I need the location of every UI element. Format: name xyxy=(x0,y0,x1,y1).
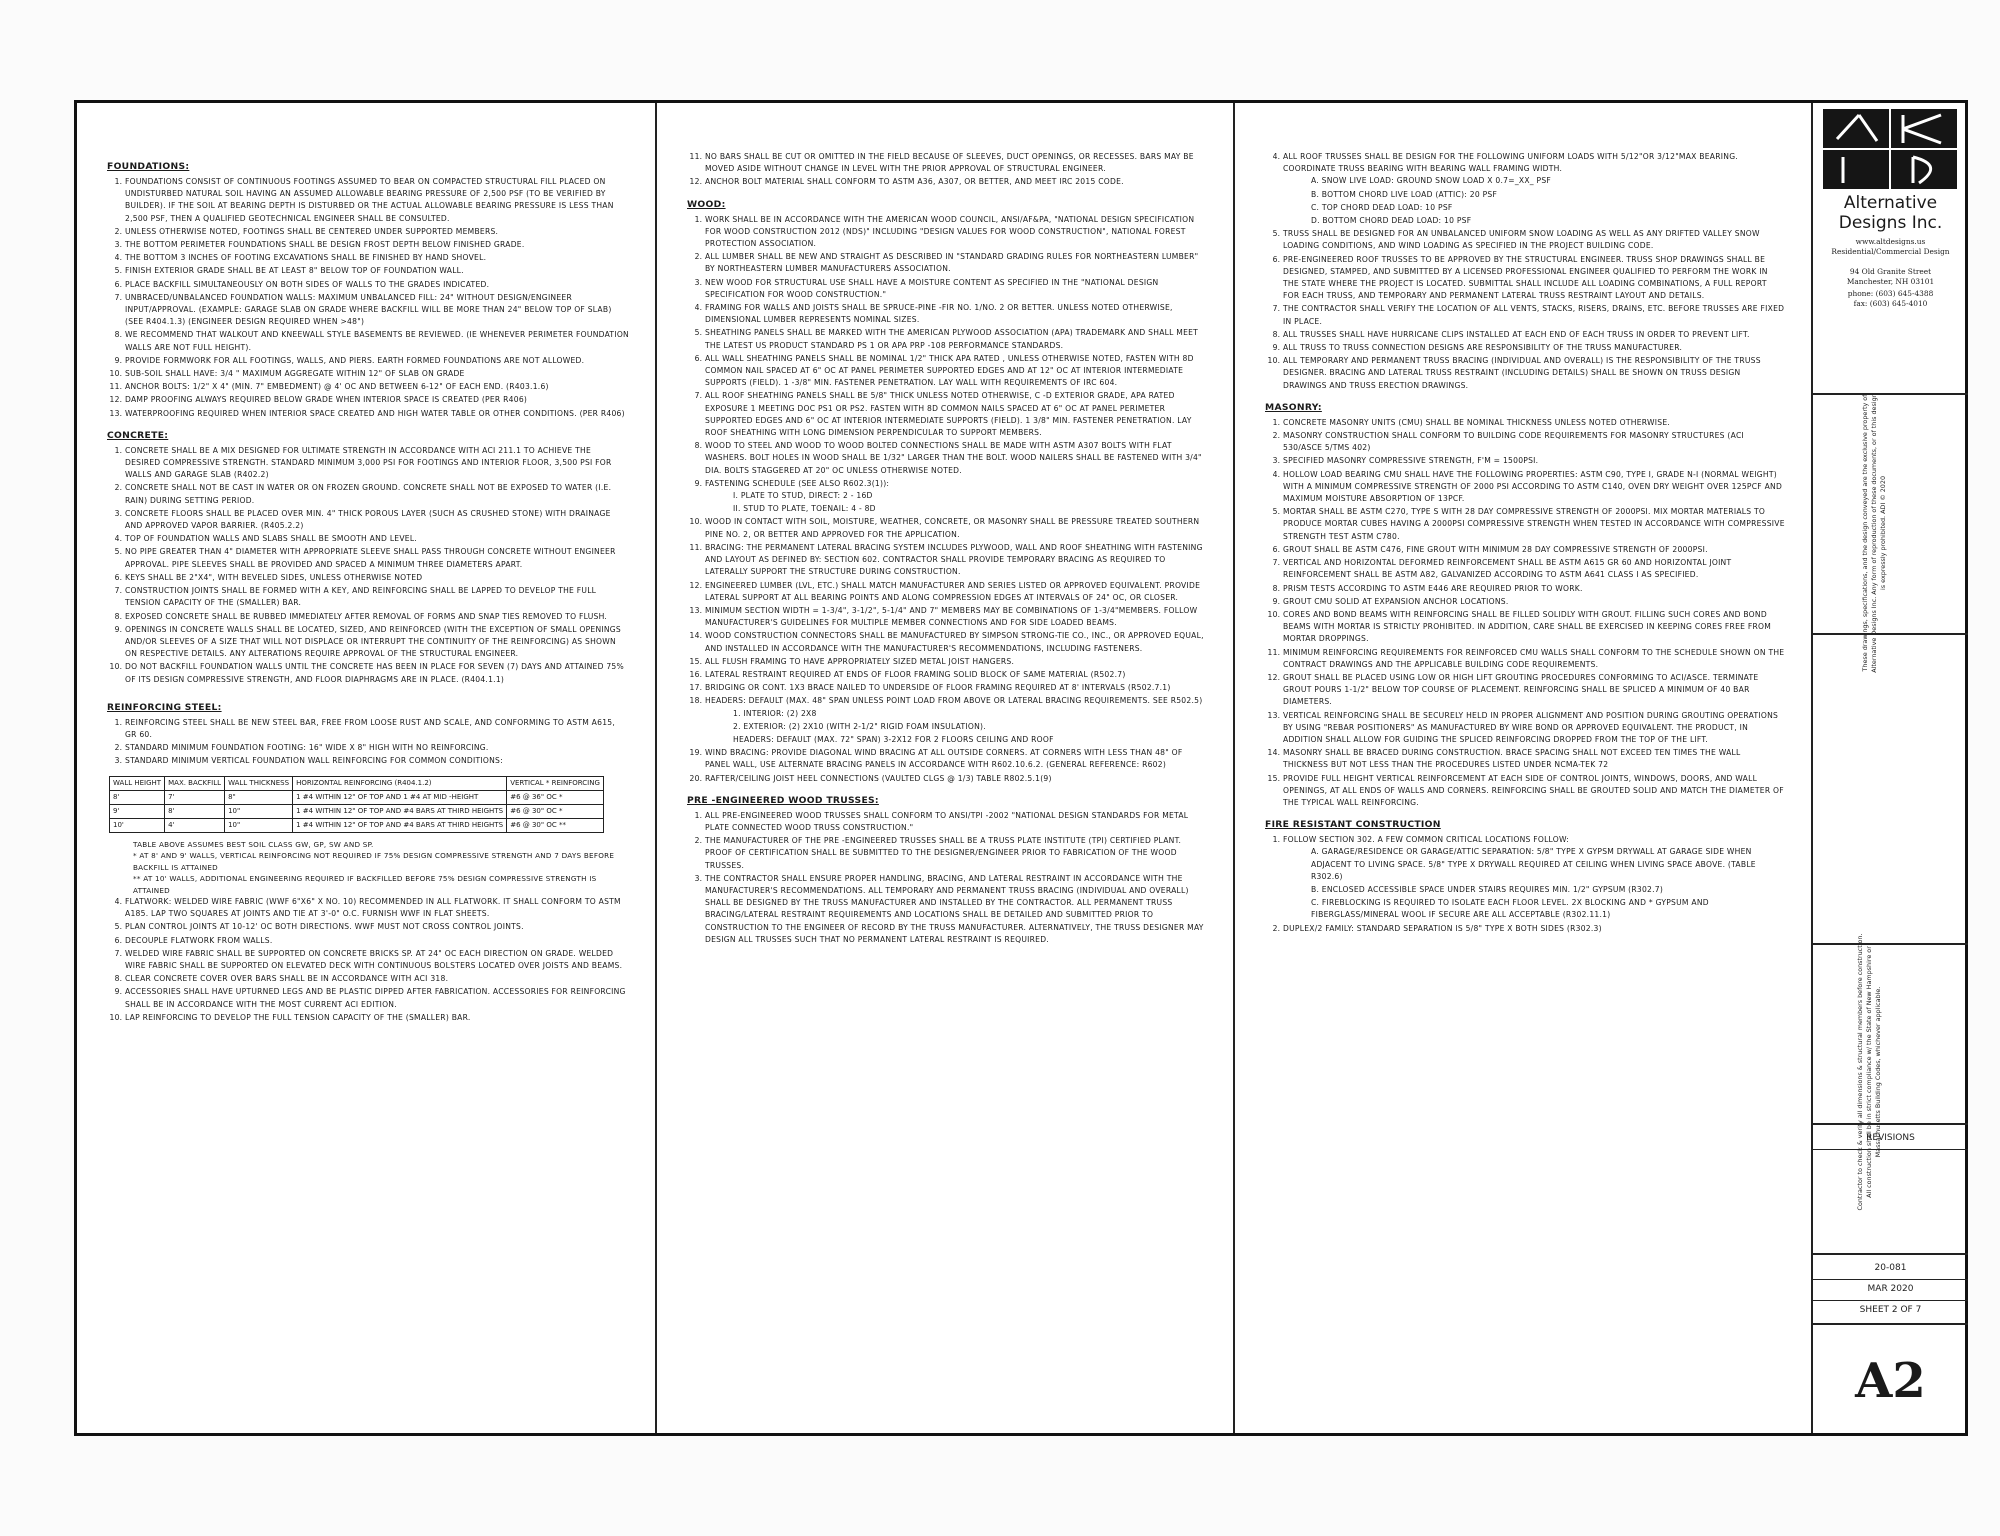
sub-item: HEADERS: DEFAULT (MAX. 72" SPAN) 3-2X12 FOR 2 FLOORS CEILING AND ROOF xyxy=(733,734,1054,744)
table-cell: 10" xyxy=(225,818,293,832)
note-item: 8. WE RECOMMEND THAT WALKOUT AND KNEEWALL STYLE BASEMENTS BE REVIEWED. (IE WHENEVER PERIMETER FOUNDATION WALLS ARE NOT FULL HEIGHT). xyxy=(125,329,629,353)
copyright-notice: These drawings, specifications, and the design conveyed are the exclusive property of Alternative Designs Inc. Any form of reproduction of these documents, or of this design is expressly prohibited. ADI © 2020 xyxy=(1861,393,1887,673)
sub-item: C. TOP CHORD DEAD LOAD: 10 PSF xyxy=(1311,202,1453,212)
drawing-date: MAR 2020 xyxy=(1867,1284,1914,1294)
note-item: 5. TRUSS SHALL BE DESIGNED FOR AN UNBALANCED UNIFORM SNOW LOADING AS WELL AS ANY DRIFTED VALLEY SNOW LOADING CONDITIONS, AND WIND LOADING AS SPECIFIED IN THE PROJECT BUILDING CODE. xyxy=(1283,228,1785,252)
table-header-cell: WALL HEIGHT xyxy=(110,776,165,790)
note-item: 3. THE CONTRACTOR SHALL ENSURE PROPER HANDLING, BRACING, AND LATERAL RESTRAINT IN ACCORDANCE WITH THE MANUFACTURER'S RECOMMENDATIONS. ALL TEMPORARY AND PERMANENT TRUSS BRACING (INDIVIDUAL AND OVERALL) SHALL BE DESIGNED BY THE TRUSS MANUFACTURER AND INSTALLED BY THE CONTRACTOR. ALL PERMANENT TRUSS BRACING/LATERAL RESTRAINT REQUIREMENTS AND LOCATIONS SHALL BE DETAILED AND SUBMITTED PRIOR TO CONSTRUCTION TO THE ENGINEER OF RECORD BY THE TRUSS MANUFACTURER. ALTERNATIVELY, THE TRUSS DESIGNER MAY DESIGN ALL TRUSSES SUCH THAT NO PERMANENT LATERAL RESTRAINT IS REQUIRED. xyxy=(705,873,1207,946)
note-item: 8. WOOD TO STEEL AND WOOD TO WOOD BOLTED CONNECTIONS SHALL BE MADE WITH ASTM A307 BOLTS WITH FLAT WASHERS. BOLT HOLES IN WOOD SHALL BE 1/32" LARGER THAN THE BOLT. WOOD NAILERS SHALL BE FASTENED WITH 3/4" DIA. BOLTS STAGGERED AT 20" OC UNLESS OTHERWISE NOTED. xyxy=(705,440,1207,477)
notes-column-3 xyxy=(1235,103,1813,1433)
note-item: 8. CLEAR CONCRETE COVER OVER BARS SHALL BE IN ACCORDANCE WITH ACI 318. xyxy=(125,973,629,985)
note-item: 10. LAP REINFORCING TO DEVELOP THE FULL TENSION CAPACITY OF THE (SMALLER) BAR. xyxy=(125,1012,629,1024)
note-item: 1. CONCRETE SHALL BE A MIX DESIGNED FOR ULTIMATE STRENGTH IN ACCORDANCE WITH ACI 211.1 TO ACHIEVE THE DESIRED COMPRESSIVE STRENGTH. STANDARD MINIMUM 3,000 PSI FOR FOOTINGS AND INTERIOR FLOOR, 3,500 PSI FOR WALLS AND GARAGE SLAB (R402.2) xyxy=(125,445,629,482)
note-item: 13. WATERPROOFING REQUIRED WHEN INTERIOR SPACE CREATED AND HIGH WATER TABLE OR OTHER CONDITIONS. (PER R406) xyxy=(125,408,629,420)
note-item: 16. LATERAL RESTRAINT REQUIRED AT ENDS OF FLOOR FRAMING SOLID BLOCK OF SAME MATERIAL (R502.7) xyxy=(705,669,1207,681)
table-note: * AT 8' AND 9' WALLS, VERTICAL REINFORCING NOT REQUIRED IF 75% DESIGN COMPRESSIVE STRENGTH AND 7 DAYS BEFORE BACKFILL IS ATTAINED xyxy=(133,851,615,872)
note-item: 12. DAMP PROOFING ALWAYS REQUIRED BELOW GRADE WHEN INTERIOR SPACE IS CREATED (PER R406) xyxy=(125,394,629,406)
table-cell: 8" xyxy=(225,790,293,804)
note-item: 3. NEW WOOD FOR STRUCTURAL USE SHALL HAVE A MOISTURE CONTENT AS SPECIFIED IN THE "NATIONAL DESIGN SPECIFICATION FOR WOOD CONSTRUCTION." xyxy=(705,277,1207,301)
table-cell: 7' xyxy=(165,790,225,804)
note-item: 13. VERTICAL REINFORCING SHALL BE SECURELY HELD IN PROPER ALIGNMENT AND POSITION DURING GROUTING OPERATIONS BY USING "REBAR POSITIONERS" AS MANUFACTURED BY WIRE BOND OR APPROVED EQUIVALENT. THE PRODUCT, IN ADDITION SHALL ALLOW FOR GUIDING THE SPLICED REINFORCING DROPPED FROM THE TOP OF THE LIFT. xyxy=(1283,710,1785,747)
sub-item: 1. INTERIOR: (2) 2X8 xyxy=(733,708,817,718)
note-item: 1. REINFORCING STEEL SHALL BE NEW STEEL BAR, FREE FROM LOOSE RUST AND SCALE, AND CONFORMING TO ASTM A615, GR 60. xyxy=(125,717,629,741)
note-item: 5. FINISH EXTERIOR GRADE SHALL BE AT LEAST 8" BELOW TOP OF FOUNDATION WALL. xyxy=(125,265,629,277)
reinforcing-list-end xyxy=(687,151,1207,189)
note-item: 1. WORK SHALL BE IN ACCORDANCE WITH THE AMERICAN WOOD COUNCIL, ANSI/AF&PA, "NATIONAL DESIGN SPECIFICATION FOR WOOD CONSTRUCTION 2012 (NDS)" INCLUDING "DESIGN VALUES FOR WOOD CONSTRUCTION", NATIONAL FOREST PROTECTION ASSOCIATION. xyxy=(705,214,1207,251)
sheet-number: A2 xyxy=(1855,1353,1926,1409)
job-number: 20-081 xyxy=(1874,1263,1907,1273)
note-item: 11. BRACING: THE PERMANENT LATERAL BRACING SYSTEM INCLUDES PLYWOOD, WALL AND ROOF SHEATHING WITH FASTENING AND LAYOUT AS DEFINED BY: SECTION 602. CONTRACTOR SHALL PROVIDE TEMPORARY BRACING AS REQUIRED TO LATERALLY SUPPORT THE STRUCTURE DURING CONSTRUCTION. xyxy=(705,542,1207,579)
note-item: 14. WOOD CONSTRUCTION CONNECTORS SHALL BE MANUFACTURED BY SIMPSON STRONG-TIE CO., INC., OR APPROVED EQUAL, AND INSTALLED IN ACCORDANCE WITH THE MANUFACTURER'S RECOMMENDATIONS, INCLUDING FASTENERS. xyxy=(705,630,1207,654)
firm-fax: fax: (603) 645-4010 xyxy=(1853,299,1928,308)
sub-item: 2. EXTERIOR: (2) 2X10 (WITH 2-1/2" RIGID FOAM INSULATION). xyxy=(733,721,986,731)
firm-phone: phone: (603) 645-4388 xyxy=(1847,289,1934,298)
note-item: 3. CONCRETE FLOORS SHALL BE PLACED OVER MIN. 4" THICK POROUS LAYER (SUCH AS CRUSHED STONE) WITH DRAINAGE AND APPROVED VAPOR BARRIER. (R405.2.2) xyxy=(125,508,629,532)
divider xyxy=(1813,1300,1968,1301)
note-item: 17. BRIDGING OR CONT. 1X3 BRACE NAILED TO UNDERSIDE OF FLOOR FRAMING REQUIRED AT 8' INTERVALS (R502.7.1) xyxy=(705,682,1207,694)
divider xyxy=(1813,1149,1968,1150)
firm-services: Residential/Commercial Design xyxy=(1831,247,1950,256)
note-item: 1. FOUNDATIONS CONSIST OF CONTINUOUS FOOTINGS ASSUMED TO BEAR ON COMPACTED STRUCTURAL FILL PLACED ON UNDISTURBED NATURAL SOIL HAVING AN ASSUMED ALLOWABLE BEARING PRESSURE OF 2,500 PSF (TO BE VERIFIED BY BUILDER). IF THE SOIL AT BEARING DEPTH IS DISTURBED OR THE ACTUAL ALLOWABLE BEARING PRESSURE IS LESS THAN 2,500 PSF, THEN A QUALIFIED GEOTECHNICAL ENGINEER SHALL BE CONSULTED. xyxy=(125,176,629,225)
note-item: 2. CONCRETE SHALL NOT BE CAST IN WATER OR ON FROZEN GROUND. CONCRETE SHALL NOT BE EXPOSED TO WATER (I.E. RAIN) DURING SETTING PERIOD. xyxy=(125,482,629,506)
table-header-cell: HORIZONTAL REINFORCING (R404.1.2) xyxy=(293,776,507,790)
contractor-notice: Contractor to check & verify all dimensions & structural members before construction. All construction shall be in strict compliance w/ the State of New Hampshire or Massachusetts Building Codes, whichever applicable. xyxy=(1856,933,1882,1211)
note-item: 18. HEADERS: DEFAULT (MAX. 48" SPAN UNLESS POINT LOAD FROM ABOVE OR LATERAL BRACING REQUIREMENTS. SEE R502.5) 1. INTERIOR: (2) 2X8 2. EXTERIOR: (2) 2X10 (WITH 2-1/2" RIGID FOAM INSULATION). HEADERS: DEFAULT (MAX. 72" SPAN) 3-2X12 FOR 2 FLOORS CEILING AND ROOF xyxy=(705,695,1207,746)
divider xyxy=(1813,1253,1968,1255)
firm-street: 94 Old Granite Street xyxy=(1849,267,1932,276)
note-item: 2. UNLESS OTHERWISE NOTED, FOOTINGS SHALL BE CENTERED UNDER SUPPORTED MEMBERS. xyxy=(125,226,629,238)
note-item: 4. HOLLOW LOAD BEARING CMU SHALL HAVE THE FOLLOWING PROPERTIES: ASTM C90, TYPE I, GRADE N-I (NORMAL WEIGHT) WITH A MINIMUM COMPRESSIVE STRENGTH OF 2000 PSI ACCORDING TO ASTM C140, OVEN DRY WEIGHT OVER 125PCF AND MAXIMUM MOISTURE ABSORPTION OF 13PCF. xyxy=(1283,469,1785,506)
table-note: TABLE ABOVE ASSUMES BEST SOIL CLASS GW, GP, SW AND SP. xyxy=(133,839,374,849)
note-item: 7. WELDED WIRE FABRIC SHALL BE SUPPORTED ON CONCRETE BRICKS SP. AT 24" OC EACH DIRECTION ON GRADE. WELDED WIRE FABRIC SHALL BE SUPPORTED ON ELEVATED DECK WITH CONTINUOUS BOLSTERS LOCATED OVER JOISTS AND BEAMS. xyxy=(125,948,629,972)
note-item: 10. DO NOT BACKFILL FOUNDATION WALLS UNTIL THE CONCRETE HAS BEEN IN PLACE FOR SEVEN (7) DAYS AND ATTAINED 75% OF ITS DESIGN COMPRESSIVE STRENGTH, AND FLOOR DIAPHRAGMS ARE IN PLACE. (R404.1.1) xyxy=(125,661,629,685)
table-row xyxy=(110,818,604,832)
note-item: 10. ALL TEMPORARY AND PERMANENT TRUSS BRACING (INDIVIDUAL AND OVERALL) IS THE RESPONSIBILITY OF THE TRUSS DESIGNER. BRACING AND LATERAL TRUSS RESTRAINT (INCLUDING DETAILS) SHALL BE SHOWN ON TRUSS DESIGN DRAWINGS AND TRUSS ERECTION DRAWINGS. xyxy=(1283,355,1785,392)
table-cell: 8' xyxy=(165,804,225,818)
firm-logo xyxy=(1823,109,1957,189)
note-item: 7. UNBRACED/UNBALANCED FOUNDATION WALLS: MAXIMUM UNBALANCED FILL: 24" WITHOUT DESIGN/ENGINEER INPUT/APPROVAL. (EXAMPLE: GARAGE SLAB ON GRADE WHERE BACKFILL WILL BE MORE THAN 24" BELOW TOP OF SLAB) (SEE R404.1.3) (ENGINEER DESIGN REQUIRED WHEN >48") xyxy=(125,292,629,329)
firm-website: www.altdesigns.us xyxy=(1855,237,1926,246)
foundations-heading: FOUNDATIONS: xyxy=(107,161,190,172)
wall-reinforcing-table xyxy=(109,776,604,833)
note-item: 7. CONSTRUCTION JOINTS SHALL BE FORMED WITH A KEY, AND REINFORCING SHALL BE LAPPED TO DEVELOP THE FULL TENSION CAPACITY OF THE (SMALLER) BAR. xyxy=(125,585,629,609)
note-item: 15. PROVIDE FULL HEIGHT VERTICAL REINFORCEMENT AT EACH SIDE OF CONTROL JOINTS, WINDOWS, DOORS, AND WALL OPENINGS, AT ALL ENDS OF WALLS AND CORNERS. REINFORCING SHALL BE GROUTED SOLID AND MATCH THE DIAMETER OF THE TYPICAL WALL REINFORCING. xyxy=(1283,773,1785,810)
wood-heading: WOOD: xyxy=(687,198,726,210)
table-cell: 1 #4 WITHIN 12" OF TOP AND 1 #4 AT MID -HEIGHT xyxy=(293,790,507,804)
note-item: 10. CORES AND BOND BEAMS WITH REINFORCING SHALL BE FILLED SOLIDLY WITH GROUT. FILLING SUCH CORES AND BOND BEAMS WITH MORTAR IS STRICTLY PROHIBITED. IN ADDITION, CARE SHALL BE EXERCISED IN KEEPING CORES FREE FROM MORTAR DROPPINGS. xyxy=(1283,609,1785,646)
table-header-cell: WALL THICKNESS xyxy=(225,776,293,790)
note-item: 9. OPENINGS IN CONCRETE WALLS SHALL BE LOCATED, SIZED, AND REINFORCED (WITH THE EXCEPTION OF SMALL OPENINGS AND/OR SLEEVES OF A SIZE THAT WILL NOT DISPLACE OR INTERRUPT THE CONTINUITY OF THE REINFORCING) AS SHOWN ON RESPECTIVE DETAILS. ANY ALTERATIONS REQUIRE APPROVAL OF THE STRUCTURAL ENGINEER. xyxy=(125,624,629,661)
sheet-count: SHEET 2 OF 7 xyxy=(1859,1305,1922,1315)
title-block xyxy=(1813,103,1968,1433)
table-cell: 1 #4 WITHIN 12" OF TOP AND #4 BARS AT THIRD HEIGHTS xyxy=(293,818,507,832)
note-item: 11. ANCHOR BOLTS: 1/2" X 4" (MIN. 7" EMBEDMENT) @ 4' OC AND BETWEEN 6-12" OF EACH END. (R403.1.6) xyxy=(125,381,629,393)
note-item: 9. ACCESSORIES SHALL HAVE UPTURNED LEGS AND BE PLASTIC DIPPED AFTER FABRICATION. ACCESSORIES FOR REINFORCING SHALL BE IN ACCORDANCE WITH THE MOST CURRENT ACI EDITION. xyxy=(125,986,629,1010)
note-item: 6. GROUT SHALL BE ASTM C476, FINE GROUT WITH MINIMUM 28 DAY COMPRESSIVE STRENGTH OF 2000PSI. xyxy=(1283,544,1785,556)
note-item: 8. PRISM TESTS ACCORDING TO ASTM E446 ARE REQUIRED PRIOR TO WORK. xyxy=(1283,583,1785,595)
fire-heading: FIRE RESISTANT CONSTRUCTION xyxy=(1265,819,1441,831)
sub-item: C. FIREBLOCKING IS REQUIRED TO ISOLATE EACH FLOOR LEVEL. 2X BLOCKING AND * GYPSUM AND FIBERGLASS/MINERAL WOOL IF SECURE ARE ALL ACCEPTABLE (R302.11.1) xyxy=(1311,898,1709,920)
note-item: 12. GROUT SHALL BE PLACED USING LOW OR HIGH LIFT GROUTING PROCEDURES CONFORMING TO ACI/ASCE. TERMINATE GROUT POURS 1-1/2" BELOW TOP COURSE OF PLACEMENT. REINFORCING SHALL BE SPLICED A MINIMUM OF 40 BAR DIAMETERS. xyxy=(1283,672,1785,709)
table-header-row xyxy=(110,776,604,790)
sub-item: B. ENCLOSED ACCESSIBLE SPACE UNDER STAIRS REQUIRES MIN. 1/2" GYPSUM (R302.7) xyxy=(1311,884,1664,894)
note-item: 12. ENGINEERED LUMBER (LVL, ETC.) SHALL MATCH MANUFACTURER AND SERIES LISTED OR APPROVED EQUIVALENT. PROVIDE LATERAL SUPPORT AT ALL BEARING POINTS AND ALONG COMPRESSION EDGES AT INTERVALS OF 24" OC, OR CLOSER. xyxy=(705,580,1207,604)
table-notes xyxy=(107,839,629,897)
note-item: 6. KEYS SHALL BE 2"X4", WITH BEVELED SIDES, UNLESS OTHERWISE NOTED xyxy=(125,572,629,584)
note-item: 6. DECOUPLE FLATWORK FROM WALLS. xyxy=(125,935,629,947)
reinforcing-list xyxy=(107,717,629,768)
reinforcing-list-continued xyxy=(107,896,629,1024)
note-item: 13. MINIMUM SECTION WIDTH = 1-3/4", 3-1/2", 5-1/4" AND 7" MEMBERS MAY BE COMBINATIONS OF 1-3/4"MEMBERS. FOLLOW MANUFACTURER'S GUIDELINES FOR MULTIPLE MEMBER CONNECTIONS AND FOR SIDE LOADED BEAMS. xyxy=(705,605,1207,629)
note-item: 12. ANCHOR BOLT MATERIAL SHALL CONFORM TO ASTM A36, A307, OR BETTER, AND MEET IRC 2015 CODE. xyxy=(705,176,1207,188)
note-item: 4. FLATWORK: WELDED WIRE FABRIC (WWF 6"X6" X NO. 10) RECOMMENDED IN ALL FLATWORK. IT SHALL CONFORM TO ASTM A185. LAP TWO SQUARES AT JOINTS AND TIE AT 3'-0" O.C. FURNISH WWF IN FLAT SHEETS. xyxy=(125,896,629,920)
masonry-list xyxy=(1265,417,1785,809)
note-item: 2. STANDARD MINIMUM FOUNDATION FOOTING: 16" WIDE X 8" HIGH WITH NO REINFORCING. xyxy=(125,742,629,754)
note-item: 9. ALL TRUSS TO TRUSS CONNECTION DESIGNS ARE RESPONSIBILITY OF THE TRUSS MANUFACTURER. xyxy=(1283,342,1785,354)
note-item: 14. MASONRY SHALL BE BRACED DURING CONSTRUCTION. BRACE SPACING SHALL NOT EXCEED TEN TIMES THE WALL THICKNESS BUT NOT LESS THAN THE PROCEDURES LISTED UNDER NCMA-TEK 72 xyxy=(1283,747,1785,771)
note-item: 15. ALL FLUSH FRAMING TO HAVE APPROPRIATELY SIZED METAL JOIST HANGERS. xyxy=(705,656,1207,668)
fire-list xyxy=(1265,834,1785,935)
foundations-list xyxy=(107,176,629,420)
note-item: 5. PLAN CONTROL JOINTS AT 10-12' OC BOTH DIRECTIONS. WWF MUST NOT CROSS CONTROL JOINTS. xyxy=(125,921,629,933)
logo-mark xyxy=(1823,109,1957,189)
reinforcing-heading: REINFORCING STEEL: xyxy=(107,701,222,713)
note-item: 1. FOLLOW SECTION 302. A FEW COMMON CRITICAL LOCATIONS FOLLOW: A. GARAGE/RESIDENCE OR GARAGE/ATTIC SEPARATION: 5/8" TYPE X GYPSM DRYWALL AT GARAGE SIDE WHEN ADJACENT TO LIVING SPACE. 5/8" TYPE X DRYWALL REQUIRED AT CEILING WHEN LIVING SPACE ABOVE. (TABLE R302.6) B. ENCLOSED ACCESSIBLE SPACE UNDER STAIRS REQUIRES MIN. 1/2" GYPSUM (R302.7) C. FIREBLOCKING IS REQUIRED TO ISOLATE EACH FLOOR LEVEL. 2X BLOCKING AND * GYPSUM AND FIBERGLASS/MINERAL WOOL IF SECURE ARE ALL ACCEPTABLE (R302.11.1) xyxy=(1283,834,1785,921)
sub-item: I. PLATE TO STUD, DIRECT: 2 - 16D xyxy=(733,491,873,501)
firm-name-line1: Alternative xyxy=(1843,193,1938,213)
wood-list xyxy=(687,214,1207,785)
note-item: 3. THE BOTTOM PERIMETER FOUNDATIONS SHALL BE DESIGN FROST DEPTH BELOW FINISHED GRADE. xyxy=(125,239,629,251)
table-cell: 4' xyxy=(165,818,225,832)
note-item: 11. MINIMUM REINFORCING REQUIREMENTS FOR REINFORCED CMU WALLS SHALL CONFORM TO THE SCHEDULE SHOWN ON THE CONTRACT DRAWINGS AND THE APPLICABLE BUILDING CODE REQUIREMENTS. xyxy=(1283,647,1785,671)
table-header-cell: VERTICAL * REINFORCING xyxy=(507,776,604,790)
note-item: 6. PLACE BACKFILL SIMULTANEOUSLY ON BOTH SIDES OF WALLS TO THE GRADES INDICATED. xyxy=(125,279,629,291)
note-item: 7. VERTICAL AND HORIZONTAL DEFORMED REINFORCEMENT SHALL BE ASTM A615 GR 60 AND HORIZONTAL JOINT REINFORCEMENT SHALL BE ASTM A82, GALVANIZED ACCORDING TO ASTM A641 CLASS I AS SPECIFIED. xyxy=(1283,557,1785,581)
table-note: ** AT 10' WALLS, ADDITIONAL ENGINEERING REQUIRED IF BACKFILLED BEFORE 75% DESIGN COMPRESSIVE STRENGTH IS ATTAINED xyxy=(133,874,597,895)
revisions-label: REVISIONS xyxy=(1866,1133,1915,1143)
note-item: 4. ALL ROOF TRUSSES SHALL BE DESIGN FOR THE FOLLOWING UNIFORM LOADS WITH 5/12"OR 3/12"MAX BEARING. COORDINATE TRUSS BEARING WITH BEARING WALL FRAMING WIDTH. A. SNOW LIVE LOAD: GROUND SNOW LOAD X 0.7=_XX_ PSF B. BOTTOM CHORD LIVE LOAD (ATTIC): 20 PSF C. TOP CHORD DEAD LOAD: 10 PSF D. BOTTOM CHORD DEAD LOAD: 10 PSF xyxy=(1283,151,1785,227)
note-item: 4. TOP OF FOUNDATION WALLS AND SLABS SHALL BE SMOOTH AND LEVEL. xyxy=(125,533,629,545)
note-item: 7. THE CONTRACTOR SHALL VERIFY THE LOCATION OF ALL VENTS, STACKS, RISERS, DRAINS, ETC. BEFORE TRUSSES ARE FIXED IN PLACE. xyxy=(1283,303,1785,327)
note-item: 5. SHEATHING PANELS SHALL BE MARKED WITH THE AMERICAN PLYWOOD ASSOCIATION (APA) TRADEMARK AND SHALL MEET THE LATEST US PRODUCT STANDARD PS 1 OR APA PRP -108 PERFORMANCE STANDARDS. xyxy=(705,327,1207,351)
note-item: 2. DUPLEX/2 FAMILY: STANDARD SEPARATION IS 5/8" TYPE X BOTH SIDES (R302.3) xyxy=(1283,923,1785,935)
note-item: 1. CONCRETE MASONRY UNITS (CMU) SHALL BE NOMINAL THICKNESS UNLESS NOTED OTHERWISE. xyxy=(1283,417,1785,429)
note-item: 7. ALL ROOF SHEATHING PANELS SHALL BE 5/8" THICK UNLESS NOTED OTHERWISE, C -D EXTERIOR GRADE, APA RATED EXPOSURE 1 MEETING DOC PS1 OR PS2. FASTEN WITH 8D COMMON NAILS SPACED AT 6" OC AT PANEL PERIMETER SUPPORTED EDGES AND 6" OC AT INTERIOR INTERMEDIATE SUPPORTS (FIELD). 1 3/8" MIN. FASTENER PENETRATION. LAY ROOF SHEATHING WITH LONG DIMENSION PERPENDICULAR TO SUPPORT MEMBERS. xyxy=(705,390,1207,439)
firm-name-line2: Designs Inc. xyxy=(1838,213,1943,233)
note-item: 5. NO PIPE GREATER THAN 4" DIAMETER WITH APPROPRIATE SLEEVE SHALL PASS THROUGH CONCRETE WITHOUT ENGINEER APPROVAL. PIPE SLEEVES SHALL BE PROVIDED AND SPACED A MINIMUM THREE DIAMETERS APART. xyxy=(125,546,629,570)
notes-column-1 xyxy=(77,103,657,1433)
note-item: 4. THE BOTTOM 3 INCHES OF FOOTING EXCAVATIONS SHALL BE FINISHED BY HAND SHOVEL. xyxy=(125,252,629,264)
note-item: 11. NO BARS SHALL BE CUT OR OMITTED IN THE FIELD BECAUSE OF SLEEVES, DUCT OPENINGS, OR RECESSES. BARS MAY BE MOVED ASIDE WITHOUT CHANGE IN LEVEL WITH THE PRIOR APPROVAL OF STRUCTURAL ENGINEER. xyxy=(705,151,1207,175)
sub-item: A. SNOW LIVE LOAD: GROUND SNOW LOAD X 0.7=_XX_ PSF xyxy=(1311,176,1552,186)
divider xyxy=(1813,633,1968,635)
note-item: 3. SPECIFIED MASONRY COMPRESSIVE STRENGTH, F'M = 1500PSI. xyxy=(1283,455,1785,467)
table-cell: #6 @ 36" OC * xyxy=(507,790,604,804)
table-cell: 1 #4 WITHIN 12" OF TOP AND #4 BARS AT THIRD HEIGHTS xyxy=(293,804,507,818)
table-cell: #6 @ 30" OC * xyxy=(507,804,604,818)
sub-item: A. GARAGE/RESIDENCE OR GARAGE/ATTIC SEPARATION: 5/8" TYPE X GYPSM DRYWALL AT GARAGE SIDE WHEN ADJACENT TO LIVING SPACE. 5/8" TYPE X DRYWALL REQUIRED AT CEILING WHEN LIVING SPACE ABOVE. (TABLE R302.6) xyxy=(1311,847,1756,881)
sub-item: B. BOTTOM CHORD LIVE LOAD (ATTIC): 20 PSF xyxy=(1311,189,1498,199)
note-item: 9. PROVIDE FORMWORK FOR ALL FOOTINGS, WALLS, AND PIERS. EARTH FORMED FOUNDATIONS ARE NOT ALLOWED. xyxy=(125,355,629,367)
note-item: 20. RAFTER/CEILING JOIST HEEL CONNECTIONS (VAULTED CLGS @ 1/3) TABLE R802.5.1(9) xyxy=(705,773,1207,785)
sub-item: D. BOTTOM CHORD DEAD LOAD: 10 PSF xyxy=(1311,216,1472,226)
note-item: 10. SUB-SOIL SHALL HAVE: 3/4 " MAXIMUM AGGREGATE WITHIN 12" OF SLAB ON GRADE xyxy=(125,368,629,380)
note-item: 19. WIND BRACING: PROVIDE DIAGONAL WIND BRACING AT ALL OUTSIDE CORNERS. AT CORNERS WITH LESS THAN 48" OF PANEL WALL, USE ALTERNATE BRACING PANELS IN ACCORDANCE WITH R602.10.6.2. (GENERAL REFERENCE: R602) xyxy=(705,747,1207,771)
concrete-list xyxy=(107,445,629,686)
drawing-sheet xyxy=(74,100,1968,1436)
note-item: 9. GROUT CMU SOLID AT EXPANSION ANCHOR LOCATIONS. xyxy=(1283,596,1785,608)
firm-city: Manchester, NH 03101 xyxy=(1846,277,1935,286)
table-cell: 10' xyxy=(110,818,165,832)
note-item: 3. STANDARD MINIMUM VERTICAL FOUNDATION WALL REINFORCING FOR COMMON CONDITIONS: xyxy=(125,755,629,767)
table-header-cell: MAX. BACKFILL xyxy=(165,776,225,790)
truss-heading: PRE -ENGINEERED WOOD TRUSSES: xyxy=(687,794,879,806)
table-cell: 8' xyxy=(110,790,165,804)
note-item: 8. ALL TRUSSES SHALL HAVE HURRICANE CLIPS INSTALLED AT EACH END OF EACH TRUSS IN ORDER TO PREVENT LIFT. xyxy=(1283,329,1785,341)
note-item: 6. PRE-ENGINEERED ROOF TRUSSES TO BE APPROVED BY THE STRUCTURAL ENGINEER. TRUSS SHOP DRAWINGS SHALL BE DESIGNED, STAMPED, AND SUBMITTED BY A LICENSED PROFESSIONAL ENGINEER QUALIFIED TO PERFORM THE WORK IN THE STATE WHERE THE PROJECT IS LOCATED. SUBMITTAL SHALL INCLUDE ALL LOADING COMBINATIONS, A FULL REPORT FOR EACH TRUSS, AND TEMPORARY AND PERMANENT LATERAL TRUSS RESTRAINT LAYOUT AND DETAILS. xyxy=(1283,254,1785,303)
table-row xyxy=(110,804,604,818)
divider xyxy=(1813,1123,1968,1125)
note-item: 1. ALL PRE-ENGINEERED WOOD TRUSSES SHALL CONFORM TO ANSI/TPI -2002 "NATIONAL DESIGN STANDARDS FOR METAL PLATE CONNECTED WOOD TRUSS CONSTRUCTION." xyxy=(705,810,1207,834)
note-item: 2. MASONRY CONSTRUCTION SHALL CONFORM TO BUILDING CODE REQUIREMENTS FOR MASONRY STRUCTURES (ACI 530/ASCE 5/TMS 402) xyxy=(1283,430,1785,454)
masonry-heading: MASONRY: xyxy=(1265,401,1322,413)
note-item: 5. MORTAR SHALL BE ASTM C270, TYPE S WITH 28 DAY COMPRESSIVE STRENGTH OF 2000PSI. MIX MORTAR MATERIALS TO PRODUCE MORTAR CUBES HAVING A 2000PSI COMPRESSIVE STRENGTH WHEN TESTED IN ACCORDANCE WITH COMPRESSIVE STRENGTH TEST ASTM C780. xyxy=(1283,506,1785,543)
table-cell: #6 @ 30" OC ** xyxy=(507,818,604,832)
divider xyxy=(1813,1279,1968,1280)
truss-list-continued xyxy=(1265,151,1785,392)
table-cell: 9' xyxy=(110,804,165,818)
divider xyxy=(1813,1323,1968,1325)
note-item: 2. ALL LUMBER SHALL BE NEW AND STRAIGHT AS DESCRIBED IN "STANDARD GRADING RULES FOR NORTHEASTERN LUMBER" BY NORTHEASTERN LUMBER MANUFACTURERS ASSOCIATION. xyxy=(705,251,1207,275)
note-item: 9. FASTENING SCHEDULE (SEE ALSO R602.3(1)): I. PLATE TO STUD, DIRECT: 2 - 16D II. STUD TO PLATE, TOENAIL: 4 - 8D xyxy=(705,478,1207,516)
note-item: 6. ALL WALL SHEATHING PANELS SHALL BE NOMINAL 1/2" THICK APA RATED , UNLESS OTHERWISE NOTED, FASTEN WITH 8D COMMON NAIL SPACED AT 6" OC AT PANEL PERIMETER SUPPORTED EDGES AND AT 12" OC AT INTERIOR INTERMEDIATE SUPPORTS (FIELD). 1 -3/8" MIN. FASTENER PENETRATION. LAY WALL WITH REQUIREMENTS OF IRC 604. xyxy=(705,353,1207,390)
note-item: 4. FRAMING FOR WALLS AND JOISTS SHALL BE SPRUCE-PINE -FIR NO. 1/NO. 2 OR BETTER. UNLESS NOTED OTHERWISE, DIMENSIONAL LUMBER REPRESENTS NOMINAL SIZES. xyxy=(705,302,1207,326)
concrete-heading: CONCRETE: xyxy=(107,429,169,441)
note-item: 2. THE MANUFACTURER OF THE PRE -ENGINEERED TRUSSES SHALL BE A TRUSS PLATE INSTITUTE (TPI) CERTIFIED PLANT. PROOF OF CERTIFICATION SHALL BE SUBMITTED TO THE DESIGNER/ENGINEER PRIOR TO FABRICATION OF THE WOOD TRUSSES. xyxy=(705,835,1207,872)
note-item: 10. WOOD IN CONTACT WITH SOIL, MOISTURE, WEATHER, CONCRETE, OR MASONRY SHALL BE PRESSURE TREATED SOUTHERN PINE NO. 2, OR BETTER AND APPROVED FOR THE APPLICATION. xyxy=(705,516,1207,540)
truss-list xyxy=(687,810,1207,946)
table-row xyxy=(110,790,604,804)
sub-item: II. STUD TO PLATE, TOENAIL: 4 - 8D xyxy=(733,504,876,514)
notes-column-2 xyxy=(657,103,1235,1433)
note-item: 8. EXPOSED CONCRETE SHALL BE RUBBED IMMEDIATELY AFTER REMOVAL OF FORMS AND SNAP TIES REMOVED TO FLUSH. xyxy=(125,611,629,623)
table-body xyxy=(110,790,604,832)
table-cell: 10" xyxy=(225,804,293,818)
